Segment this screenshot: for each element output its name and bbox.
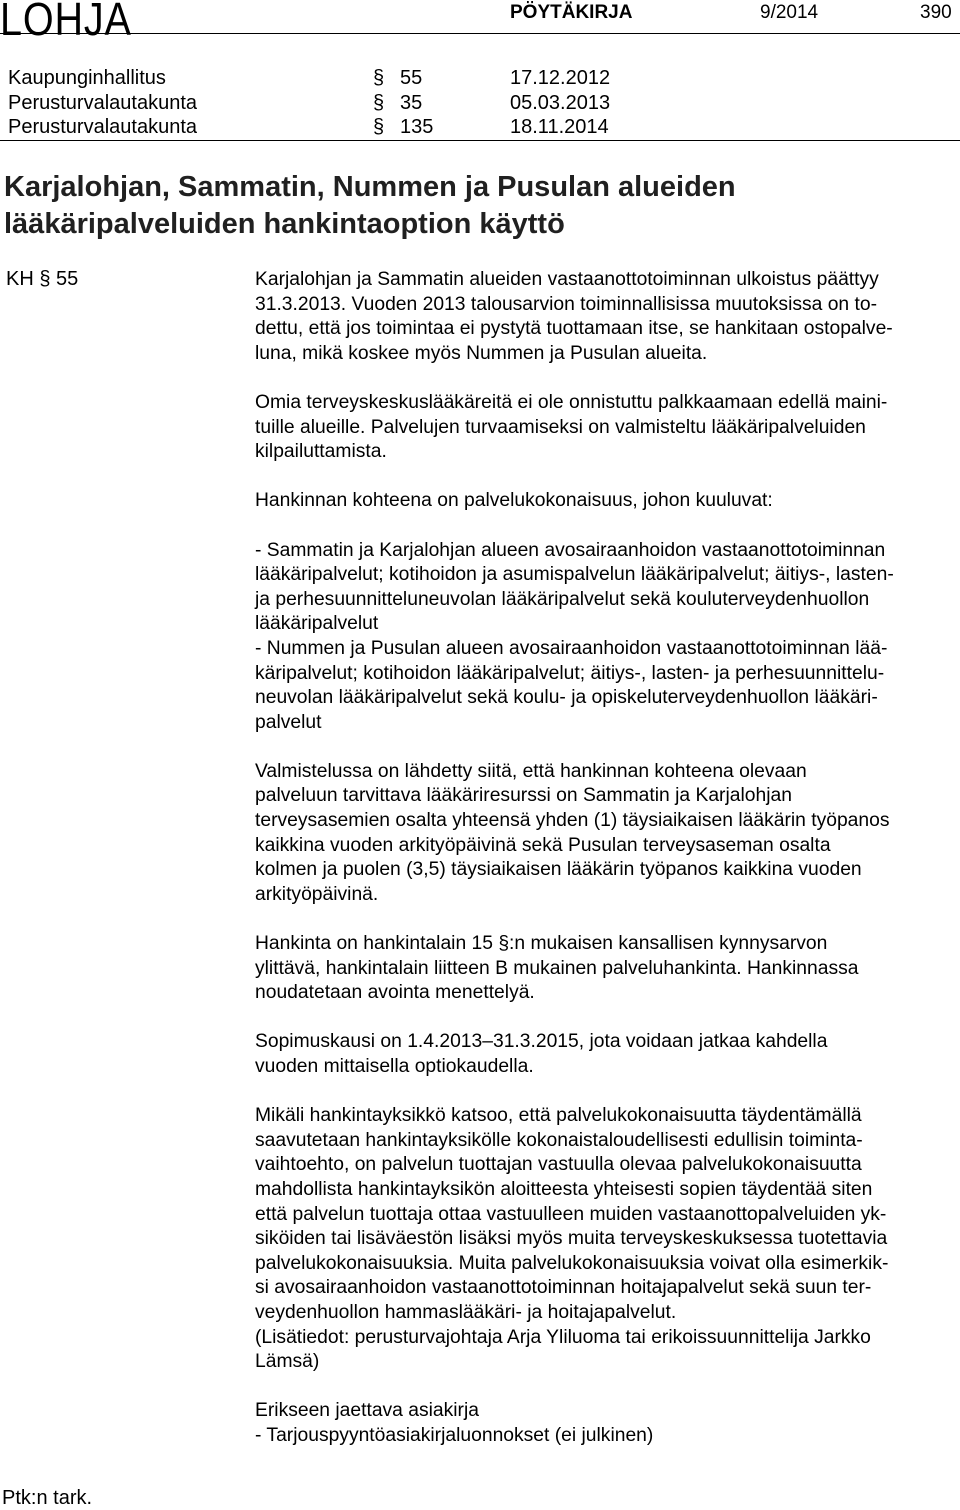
paragraph-list: - Sammatin ja Karjalohjan alueen avosairaanhoidon vastaanottotoiminnan lääkäripalvelut; kotihoidon ja asumispalvelun lääkäripalvelut; äitiys-, lasten- ja perhesuunnitteluneuvolan lääkäripalvelut sekä kouluterveydenhuollon lääkäripalvelut - Nummen ja Pusulan alueen avosairaanhoidon vastaanottotoiminnan lää- käripalvelut; kotihoidon lääkäripalvelut; äitiys-, lasten- ja perhesuunnittelu- neuvolan lääkäripalvelut sekä koulu- ja opiskeluterveydenhuollon lääkäri- palvelut (255, 539, 894, 733)
paragraph: Hankinnan kohteena on palvelukokonaisuus, johon kuuluvat: (255, 490, 773, 512)
reference-date: 18.11.2014 (510, 116, 609, 138)
section-symbol: § (373, 91, 385, 114)
reference-date: 05.03.2013 (510, 91, 611, 114)
section-symbol: § (373, 116, 385, 138)
section-label: KH (6, 268, 34, 290)
reference-number: 35 (400, 91, 423, 114)
paragraph: Omia terveyskeskuslääkäreitä ei ole onnistuttu palkkaamaan edellä maini- tuille alueille. Palvelujen turvaamiseksi on valmisteltu lääkäripalveluiden kilpailuttamista. (255, 391, 888, 463)
document-body (255, 268, 955, 1449)
section-reference (6, 268, 78, 291)
paragraph: Hankinta on hankintalain 15 §:n mukaisen kansallisen kynnysarvon ylittävä, hankintalain liitteen B mukainen palveluhankinta. Hankinnassa noudatetaan avointa menettelyä. (255, 933, 859, 1004)
references-rule (0, 140, 960, 141)
footer-review-label: Ptk:n tark. (2, 1487, 93, 1509)
issue-number: 9/2014 (760, 2, 819, 23)
paragraph: Mikäli hankintayksikkö katsoo, että palvelukokonaisuutta täydentämällä saavutetaan hankintayksikölle kokonaistaloudellisesti edullisin toiminta- vaihtoehto, on palvelun tuottajan vastuulla olevaa palvelukokonaisuutta mahdollista hankintayksikön aloitteesta yhteisesti sopien täydentää siten että palvelun tuottaja ottaa vastuulleen muiden vastaanottopalveluiden yk- siköiden tai lisäväestön lisäksi myös muita terveyskeskuksessa tuotettavia palvelukokonaisuuksia. Muita palvelukokonaisuuksia voivat olla esimerkik- si avosairaanhoidon vastaanottotoiminnan hoitajapalvelut sekä suun ter- veydenhuollon hammaslääkäri- ja hoitajapalvelut. (Lisätiedot: perusturvajohtaja Arja Yliluoma tai erikoissuunnittelija Jarkko Lämsä) (255, 1105, 889, 1373)
document-type: PÖYTÄKIRJA (510, 2, 633, 23)
paragraph: Sopimuskausi on 1.4.2013–31.3.2015, jota voidaan jatkaa kahdella vuoden mittaisella optiokaudella. (255, 1031, 828, 1077)
paragraph: Karjalohjan ja Sammatin alueiden vastaanottotoiminnan ulkoistus päättyy 31.3.2013. Vuoden 2013 talousarvion toiminnallisissa muutoksissa on to- dettu, että jos toimintaa ei pystytä tuottamaan itse, se hankitaan ostopalve- luna, mikä koskee myös Nummen ja Pusulan alueita. (255, 269, 893, 364)
reference-number: 135 (400, 116, 434, 138)
attachment-note: Erikseen jaettava asiakirja - Tarjouspyyntöasiakirjaluonnokset (ei julkinen) (255, 1400, 654, 1446)
reference-body: Kaupunginhallitus (8, 67, 166, 89)
page-title: Karjalohjan, Sammatin, Nummen ja Pusulan alueiden lääkäripalveluiden hankintaoption käyttö (4, 171, 736, 240)
logo: LOHJA (0, 0, 132, 45)
section-symbol: § (39, 268, 51, 290)
reference-body: Perusturvalautakunta (8, 91, 198, 114)
header-rule (0, 33, 960, 34)
reference-body: Perusturvalautakunta (8, 116, 198, 138)
section-number: 55 (56, 268, 79, 290)
reference-date: 17.12.2012 (510, 67, 611, 89)
reference-number: 55 (400, 67, 423, 89)
section-symbol: § (373, 67, 385, 89)
page-number: 390 (920, 2, 952, 23)
paragraph: Valmistelussa on lähdetty siitä, että hankinnan kohteena olevaan palveluun tarvittava lääkäriresurssi on Sammatin ja Karjalohjan terveysasemien osalta yhteensä yhden (1) täysiaikaisen lääkärin työpanos kaikkina vuoden arkityöpäivinä sekä Pusulan terveysaseman osalta kolmen ja puolen (3,5) täysiaikaisen lääkärin työpanos kaikkina vuoden arkityöpäivinä. (255, 760, 890, 905)
